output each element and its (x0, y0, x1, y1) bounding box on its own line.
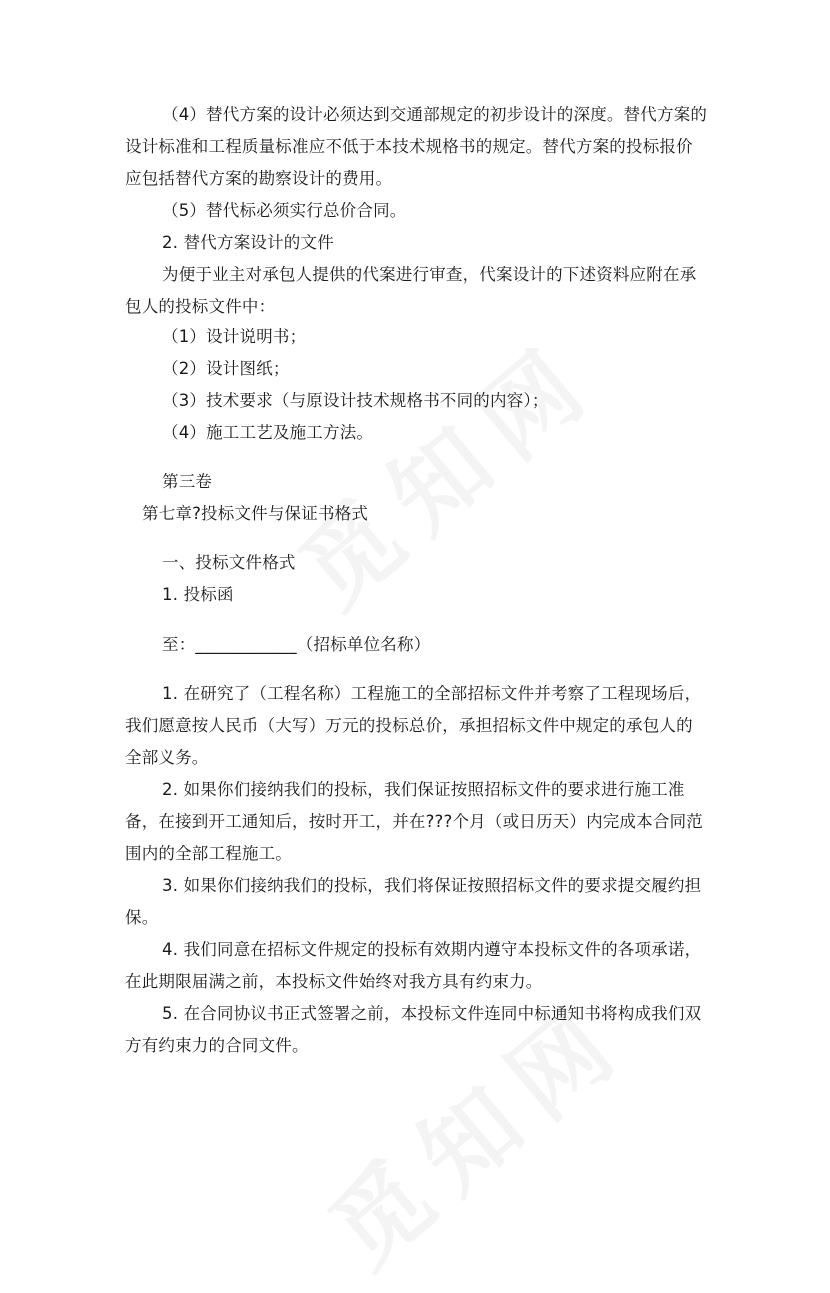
chapter-title: 第七章?投标文件与保证书格式 (142, 504, 369, 523)
text-line: 备，在接到开工通知后，按时开工，并在???个月（或日历天）内完成本合同范 (125, 812, 703, 831)
watermark (267, 304, 622, 633)
recipient-line: 至：____________（招标单位名称） (162, 635, 431, 654)
text-line: 5. 在合同协议书正式签署之前，本投标文件连同中标通知书将构成我们双 (162, 1004, 702, 1023)
text-line: （5）替代标必须实行总价合同。 (162, 201, 407, 220)
text-line: 全部义务。 (125, 748, 209, 767)
list-item: （3）技术要求（与原设计技术规格书不同的内容）； (162, 391, 549, 410)
section-heading: 2. 替代方案设计的文件 (162, 233, 334, 252)
text-line: 在此期限届满之前，本投标文件始终对我方具有约束力。 (125, 972, 543, 991)
text-line: 2. 如果你们接纳我们的投标，我们保证按照招标文件的要求进行施工准 (162, 780, 685, 799)
text-line: 应包括替代方案的勘察设计的费用。 (125, 169, 393, 188)
list-item: （2）设计图纸； (162, 359, 290, 378)
text-line: 方有约束力的合同文件。 (125, 1036, 309, 1055)
list-item: （1）设计说明书； (162, 327, 307, 346)
text-line: 围内的全部工程施工。 (125, 844, 292, 863)
text-line: 1. 在研究了（工程名称）工程施工的全部招标文件并考察了工程现场后， (162, 684, 702, 703)
text-line: 保。 (125, 908, 159, 927)
text-line: 我们愿意按人民币（大写）万元的投标总价，承担招标文件中规定的承包人的 (125, 716, 693, 735)
text-line: 3. 如果你们接纳我们的投标，我们将保证按照招标文件的要求提交履约担 (162, 876, 702, 895)
text-line: 设计标准和工程质量标准应不低于本技术规格书的规定。替代方案的投标报价 (125, 137, 693, 156)
text-line: 包人的投标文件中： (125, 297, 276, 316)
subsection-heading: 1. 投标函 (162, 585, 234, 604)
text-line: （4）替代方案的设计必须达到交通部规定的初步设计的深度。替代方案的 (162, 105, 708, 124)
volume-title: 第三卷 (162, 472, 213, 491)
list-item: （4）施工工艺及施工方法。 (162, 423, 374, 442)
text-line: 4. 我们同意在招标文件规定的投标有效期内遵守本投标文件的各项承诺， (162, 940, 702, 959)
text-line: 为便于业主对承包人提供的代案进行审查，代案设计的下述资料应附在承 (162, 265, 697, 284)
section-heading: 一、投标文件格式 (162, 553, 296, 572)
